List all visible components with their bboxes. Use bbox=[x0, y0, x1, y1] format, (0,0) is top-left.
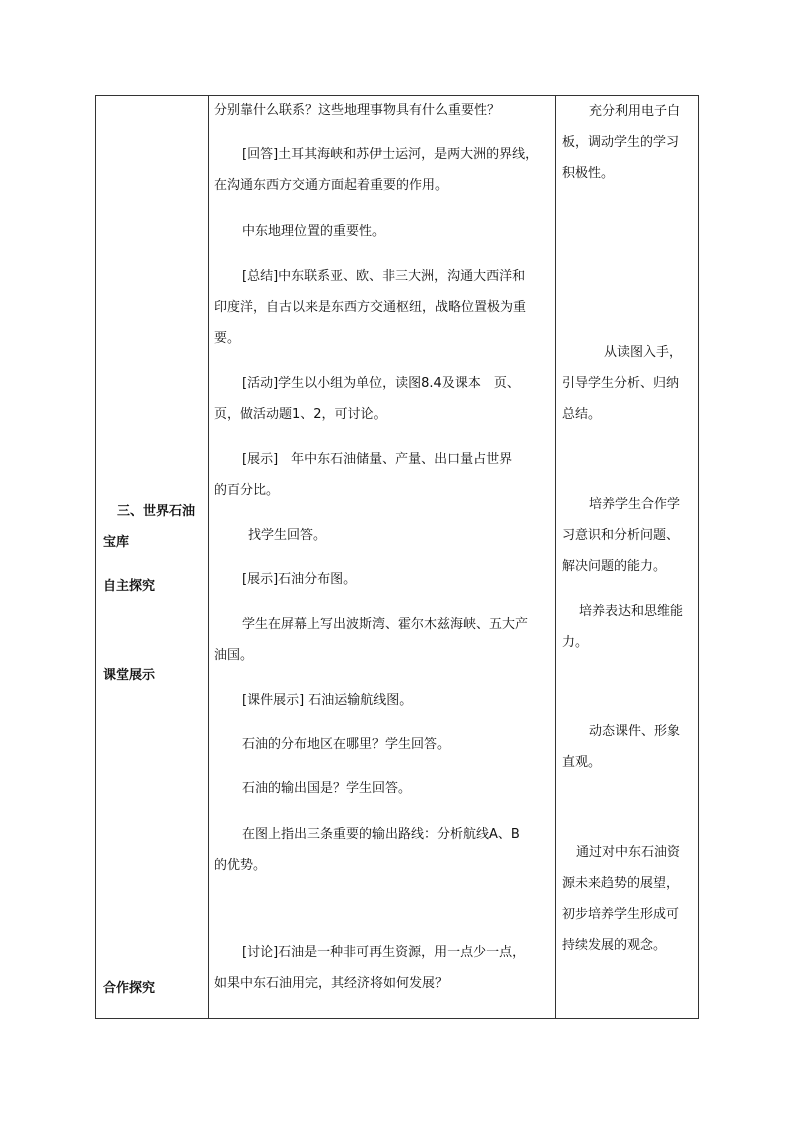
right-line-3: 积极性。 bbox=[562, 166, 615, 181]
right-line-10: 培养表达和思维能 bbox=[579, 604, 684, 619]
right-line-1: 充分利用电子白 bbox=[589, 104, 681, 119]
column-divider-left bbox=[208, 96, 209, 1018]
middle-line-1: 分别靠什么联系？这些地理事物具有什么重要性？ bbox=[214, 103, 501, 118]
right-line-11: 力。 bbox=[562, 635, 589, 650]
column-divider-right bbox=[555, 96, 556, 1018]
right-line-12: 动态课件、形象 bbox=[589, 724, 681, 739]
right-line-17: 持续发展的观念。 bbox=[562, 938, 667, 953]
middle-line-8: [活动]学生以小组为单位，读图8.4及课本 页、 bbox=[242, 376, 520, 391]
middle-line-22: 如果中东石油用完，其经济将如何发展？ bbox=[214, 976, 449, 991]
middle-line-12: 找学生回答。 bbox=[248, 528, 327, 543]
middle-line-2: [回答]土耳其海峡和苏伊士运河，是两大洲的界线， bbox=[242, 147, 539, 162]
right-line-13: 直观。 bbox=[562, 755, 602, 770]
right-line-2: 板，调动学生的学习 bbox=[562, 135, 680, 150]
right-line-8: 习意识和分析问题、 bbox=[562, 528, 680, 543]
middle-line-13: [展示]石油分布图。 bbox=[242, 572, 357, 587]
right-line-9: 解决问题的能力。 bbox=[562, 559, 667, 574]
section-title-line1: 三、世界石油 bbox=[117, 504, 196, 519]
right-line-6: 总结。 bbox=[562, 407, 602, 422]
middle-line-19: 在图上指出三条重要的输出路线：分析航线A、B bbox=[242, 827, 520, 842]
right-line-14: 通过对中东石油资 bbox=[576, 845, 681, 860]
middle-line-16: [课件展示] 石油运输航线图。 bbox=[242, 693, 413, 708]
middle-line-10: [展示] 年中东石油储量、产量、出口量占世界 bbox=[242, 452, 513, 467]
middle-line-21: [讨论]石油是一种非可再生资源，用一点少一点， bbox=[242, 945, 526, 960]
right-line-4: 从读图入手， bbox=[604, 345, 683, 360]
right-line-16: 初步培养学生形成可 bbox=[562, 907, 680, 922]
middle-line-14: 学生在屏幕上写出波斯湾、霍尔木兹海峡、五大产 bbox=[242, 617, 529, 632]
middle-line-9: 页，做活动题1、2，可讨论。 bbox=[214, 407, 387, 422]
label-class-show: 课堂展示 bbox=[103, 668, 156, 683]
middle-line-20: 的优势。 bbox=[214, 858, 267, 873]
right-line-15: 源未来趋势的展望， bbox=[562, 876, 680, 891]
middle-line-4: 中东地理位置的重要性。 bbox=[242, 224, 386, 239]
middle-line-5: [总结]中东联系亚、欧、非三大洲，沟通大西洋和 bbox=[242, 269, 526, 284]
section-title-line2: 宝库 bbox=[103, 535, 130, 550]
middle-line-6: 印度洋，自古以来是东西方交通枢纽，战略位置极为重 bbox=[214, 300, 527, 315]
middle-line-17: 石油的分布地区在哪里？学生回答。 bbox=[242, 737, 451, 752]
label-coop-explore: 合作探究 bbox=[103, 981, 156, 996]
middle-line-15: 油国。 bbox=[214, 648, 254, 663]
middle-line-18: 石油的输出国是？学生回答。 bbox=[242, 781, 412, 796]
label-self-explore: 自主探究 bbox=[103, 579, 156, 594]
right-line-5: 引导学生分析、归纳 bbox=[562, 376, 680, 391]
right-line-7: 培养学生合作学 bbox=[589, 497, 681, 512]
middle-line-7: 要。 bbox=[214, 331, 241, 346]
middle-line-11: 的百分比。 bbox=[214, 483, 280, 498]
middle-line-3: 在沟通东西方交通方面起着重要的作用。 bbox=[214, 178, 449, 193]
